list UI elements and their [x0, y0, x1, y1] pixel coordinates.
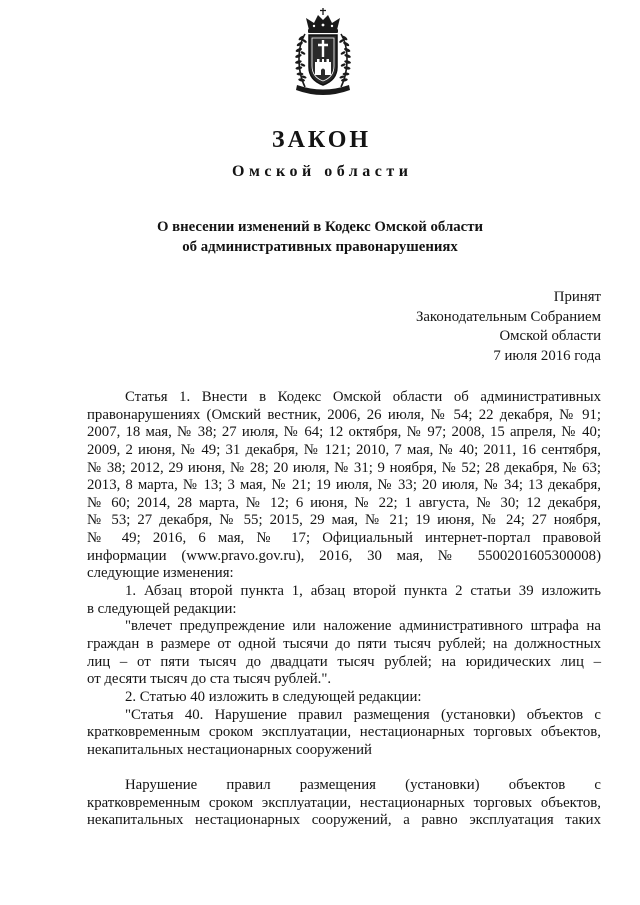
text-line: № 60; 2014, 28 марта, № 12; 6 июня, № 22; 1 августа, № 30; 12 декабря, [87, 494, 601, 511]
text-line: № 38; 2012, 29 июня, № 28; 20 июля, № 31; 9 ноября, № 52; 28 декабря, № 63; [87, 459, 601, 476]
region-heading: Омской области [232, 163, 413, 180]
text-line: некапитальных нестационарных сооружений [87, 741, 372, 758]
coat-of-arms-icon [290, 7, 356, 97]
law-title-line: об административных правонарушениях [182, 239, 458, 255]
amendment-item-1-paragraph [87, 583, 601, 618]
text-line: кратковременным сроком эксплуатации, нестационарных торговых объектов, [87, 794, 601, 811]
text-line: 1. Абзац второй пункта 1, абзац второй пункта 2 статьи 39 изложить [125, 583, 601, 600]
text-line: "влечет предупреждение или наложение административного штрафа на [125, 618, 601, 635]
law-title-line: О внесении изменений в Кодекс Омской области [156, 219, 484, 235]
article-1-intro-paragraph [87, 389, 601, 583]
text-line: 2009, 2 июня, № 49; 31 декабря, № 121; 2010, 7 мая, № 40; 2011, 16 сентября, [87, 441, 601, 458]
text-line: № 53; 27 декабря, № 55; 2015, 29 мая, № 21; 19 июня, № 24; 27 ноября, [87, 512, 601, 529]
law-title [0, 217, 640, 257]
text-line: "Статья 40. Нарушение правил размещения (установки) объектов с [125, 706, 601, 723]
law-body [87, 389, 601, 830]
adopting-body-region: Омской области [499, 328, 601, 345]
adoption-date: 7 июля 2016 года [493, 348, 601, 365]
emblem-right-wreath [339, 34, 352, 87]
emblem-left-wreath [295, 34, 308, 87]
text-line: 2007, 18 мая, № 38; 27 июля, № 64; 12 октября, № 97; 2008, 15 апреля, № 40; [87, 424, 601, 441]
text-line: 2. Статью 40 изложить в следующей редакции: [125, 688, 422, 705]
text-line: кратковременным сроком эксплуатации, нестационарных торговых объектов, [87, 724, 601, 741]
text-line: некапитальных нестационарных сооружений, а равно эксплуатация таких [87, 812, 601, 829]
text-line: следующие изменения: [87, 565, 234, 582]
amendment-item-2-paragraph [87, 689, 601, 707]
document-type-heading: ЗАКОН [271, 127, 372, 153]
adoption-block [301, 288, 601, 367]
article-40-text-paragraph [87, 777, 601, 830]
text-line: граждан в размере от одной тысячи до пяти тысяч рублей; на должностных [87, 635, 601, 652]
text-line: Статья 1. Внести в Кодекс Омской области об административных [125, 389, 601, 405]
quoted-new-text-paragraph [87, 618, 601, 689]
adoption-status: Принят [553, 289, 601, 305]
text-line: от десяти тысяч до ста тысяч рублей.". [87, 671, 332, 688]
text-line: Нарушение правил размещения (установки) объектов с [125, 777, 601, 794]
article-40-heading-paragraph [87, 707, 601, 760]
text-line: 2013, 8 марта, № 13; 3 мая, № 21; 19 июля, № 33; 20 июля, № 34; 13 декабря, [87, 477, 601, 494]
adopting-body: Законодательным Собранием [415, 308, 601, 325]
text-line: № 49; 2016, 6 мая, № 17; Официальный интернет-портал правовой [87, 530, 601, 547]
text-line: в следующей редакции: [87, 600, 237, 617]
text-line: информации (www.pravo.gov.ru), 2016, 30 мая, № 5500201605300008) [87, 547, 601, 564]
emblem-crown [306, 8, 340, 33]
text-line: правонарушениях (Омский вестник, 2006, 26 июля, № 54; 22 декабря, № 91; [87, 406, 601, 423]
emblem-shield [309, 35, 337, 85]
text-line: лиц – от пяти тысяч до двадцати тысяч рублей; на юридических лиц – [87, 653, 601, 670]
